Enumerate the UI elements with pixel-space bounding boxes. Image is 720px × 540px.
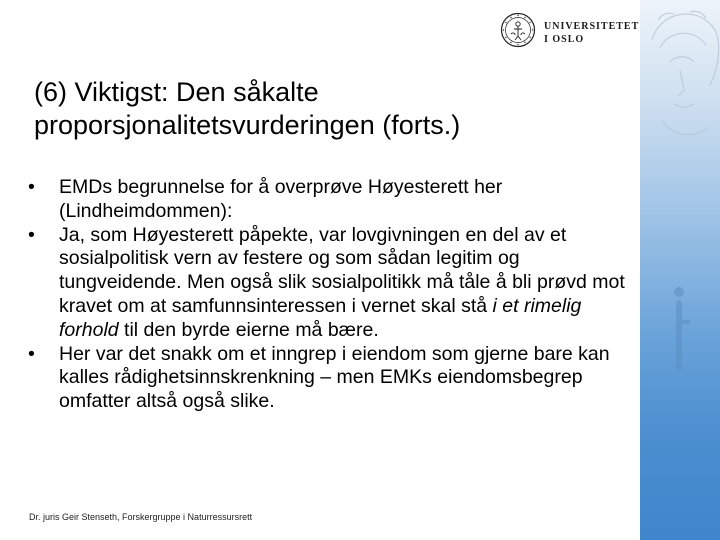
bullet-item (28, 343, 628, 414)
bullet-item (28, 224, 628, 343)
bullet-list (28, 176, 628, 414)
decorative-side-band (640, 0, 720, 540)
title-line1: (6) Viktigst: Den såkalte (34, 77, 319, 107)
bullet-text: EMDs begrunnelse for å overprøve Høyesterett her (Lindheimdommen): (59, 176, 503, 222)
bullet-emphasis: i et rimelig forhold (59, 294, 582, 341)
bullet-text: Her var det snakk om et inngrep i eiendom som gjerne bare kan kalles rådighetsinnskrenkning – men EMKs eiendomsbegrep omfatter altså også slike. (59, 342, 610, 413)
university-logo (500, 10, 640, 50)
bullet-text-after: til den byrde eierne må bære. (118, 318, 379, 341)
bullet-marker: • (28, 223, 35, 246)
bullet-marker: • (28, 342, 35, 365)
university-seal-icon (500, 12, 536, 48)
logo-text-line1: UNIVERSITETET (544, 21, 640, 32)
slide-title (34, 76, 624, 142)
title-line2: proporsjonalitetsvurderingen (forts.) (34, 110, 461, 140)
bullet-text: Ja, som Høyesterett påpekte, var lovgivningen en del av et sosialpolitisk vern av festere og som sådan legitim og tungveidende. Men også slik sosialpolitikk må tåle å bli prøvd mot kravet om at samfunnsinteressen i vernet skal stå (59, 223, 625, 317)
classical-head-illustration-icon (640, 0, 720, 540)
logo-text-line2: I OSLO (544, 34, 585, 45)
bullet-marker: • (28, 176, 35, 198)
bullet-item (28, 176, 628, 224)
footer-author: Dr. juris Geir Stenseth, Forskergruppe i Naturressursrett (29, 512, 253, 522)
